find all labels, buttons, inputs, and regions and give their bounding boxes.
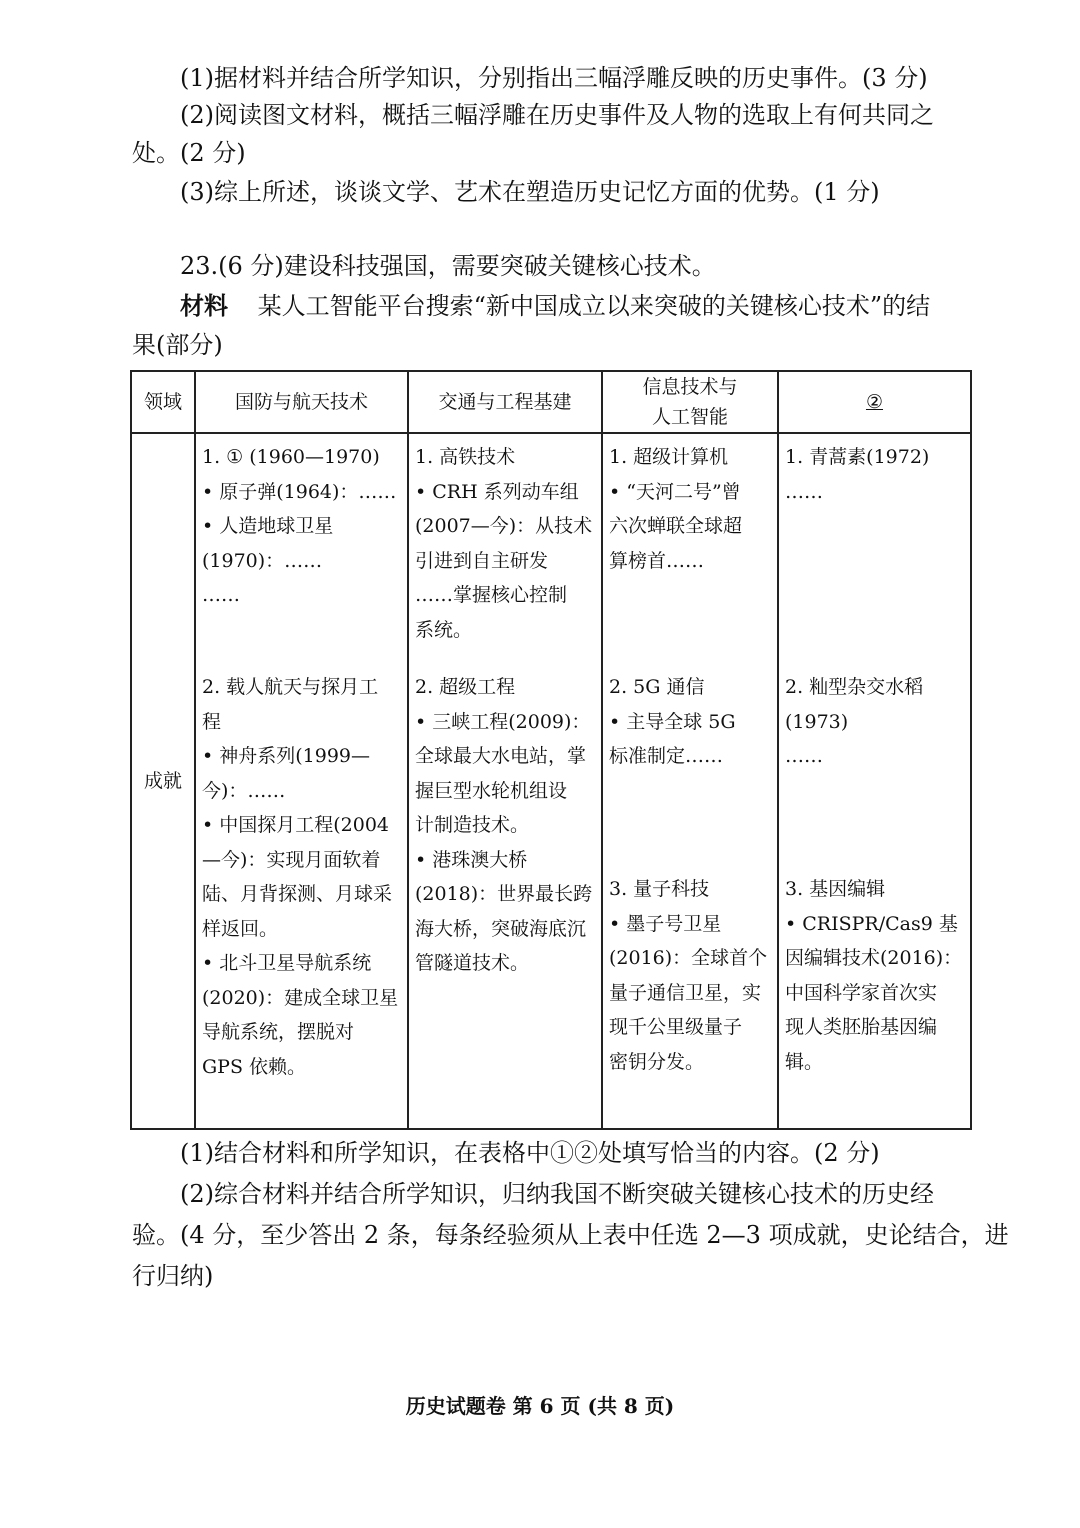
question-3: (3)综上所述，谈谈文学、艺术在塑造历史记忆方面的优势。(1 分) — [180, 178, 880, 206]
cell-info-tech — [602, 433, 778, 1129]
col4-block-1: 1. 青蒿素(1972) …… — [785, 446, 930, 503]
col4-block-2: 2. 籼型杂交水稻 (1973) …… — [785, 676, 924, 767]
question-2-line2: 处。(2 分) — [132, 139, 246, 167]
question-2-line1: (2)阅读图文材料，概括三幅浮雕在历史事件及人物的选取上有何共同之 — [180, 101, 934, 129]
transport-block-2: 2. 超级工程 • 三峡工程(2009)： 全球最大水电站，掌 握巨型水轮机组设 计制造技术。 • 港珠澳大桥 (2018)：世界最长跨 海大桥，突破海底沉 管隧道技术。 — [415, 676, 593, 974]
q23-question-1: (1)结合材料和所学知识，在表格中①②处填写恰当的内容。(2 分) — [180, 1139, 880, 1167]
cell-transport — [408, 433, 602, 1129]
q23-question-2-line2: 验。(4 分，至少答出 2 条，每条经验须从上表中任选 2—3 项成就，史论结合，进 — [132, 1221, 1009, 1249]
question-1: (1)据材料并结合所学知识，分别指出三幅浮雕反映的历史事件。(3 分) — [180, 64, 928, 92]
header-transport: 交通与工程基建 — [408, 371, 602, 433]
info-block-1: 1. 超级计算机 • “天河二号”曾 六次蝉联全球超 算榜首…… — [609, 446, 743, 572]
defense-block-1: 1. ① (1960—1970) • 原子弹(1964)：…… • 人造地球卫星 (1970)：…… …… — [202, 446, 397, 606]
table-header-row — [131, 371, 971, 433]
header-blank-2: ② — [778, 371, 971, 433]
table-row — [131, 433, 971, 1129]
cell-defense — [195, 433, 408, 1129]
header-info-tech: 信息技术与 人工智能 — [602, 371, 778, 433]
material-line2: 果(部分) — [132, 331, 223, 359]
q23-question-2-line1: (2)综合材料并结合所学知识，归纳我国不断突破关键核心技术的历史经 — [180, 1180, 934, 1208]
info-block-2: 2. 5G 通信 • 主导全球 5G 标准制定…… — [609, 676, 736, 767]
col4-block-3: 3. 基因编辑 • CRISPR/Cas9 基 因编辑技术(2016)： 中国科学家首次实 现人类胚胎基因编 辑。 — [785, 878, 963, 1073]
transport-block-1: 1. 高铁技术 • CRH 系列动车组 (2007—今)：从技术 引进到自主研发 ……掌握核心控制 系统。 — [415, 446, 593, 641]
material-text: 某人工智能平台搜索“新中国成立以来突破的关键核心技术”的结 — [257, 292, 931, 320]
defense-block-2: 2. 载人航天与探月工 程 • 神舟系列(1999— 今)：…… • 中国探月工程(2004 —今)：实现月面软着 陆、月背探测、月球采 样返回。 • 北斗卫星导航系统 (2020)：建成全球卫星 导航系统，摆脱对 GPS 依赖。 — [202, 676, 399, 1078]
material-label: 材料 — [180, 291, 228, 320]
header-defense: 国防与航天技术 — [195, 371, 408, 433]
row-label-achievements: 成就 — [131, 433, 195, 1129]
page-footer: 历史试题卷 第 6 页 (共 8 页) — [405, 1394, 675, 1418]
cell-blank-2 — [778, 433, 971, 1129]
achievements-table — [130, 370, 972, 1130]
q23-question-2-line3: 行归纳) — [132, 1262, 214, 1290]
header-field: 领域 — [131, 371, 195, 433]
material-line1 — [180, 290, 930, 322]
info-block-3: 3. 量子科技 • 墨子号卫星 (2016)：全球首个 量子通信卫星，实 现千公里级量子 密钥分发。 — [609, 878, 768, 1073]
question-23-title: 23.(6 分)建设科技强国，需要突破关键核心技术。 — [180, 252, 716, 280]
